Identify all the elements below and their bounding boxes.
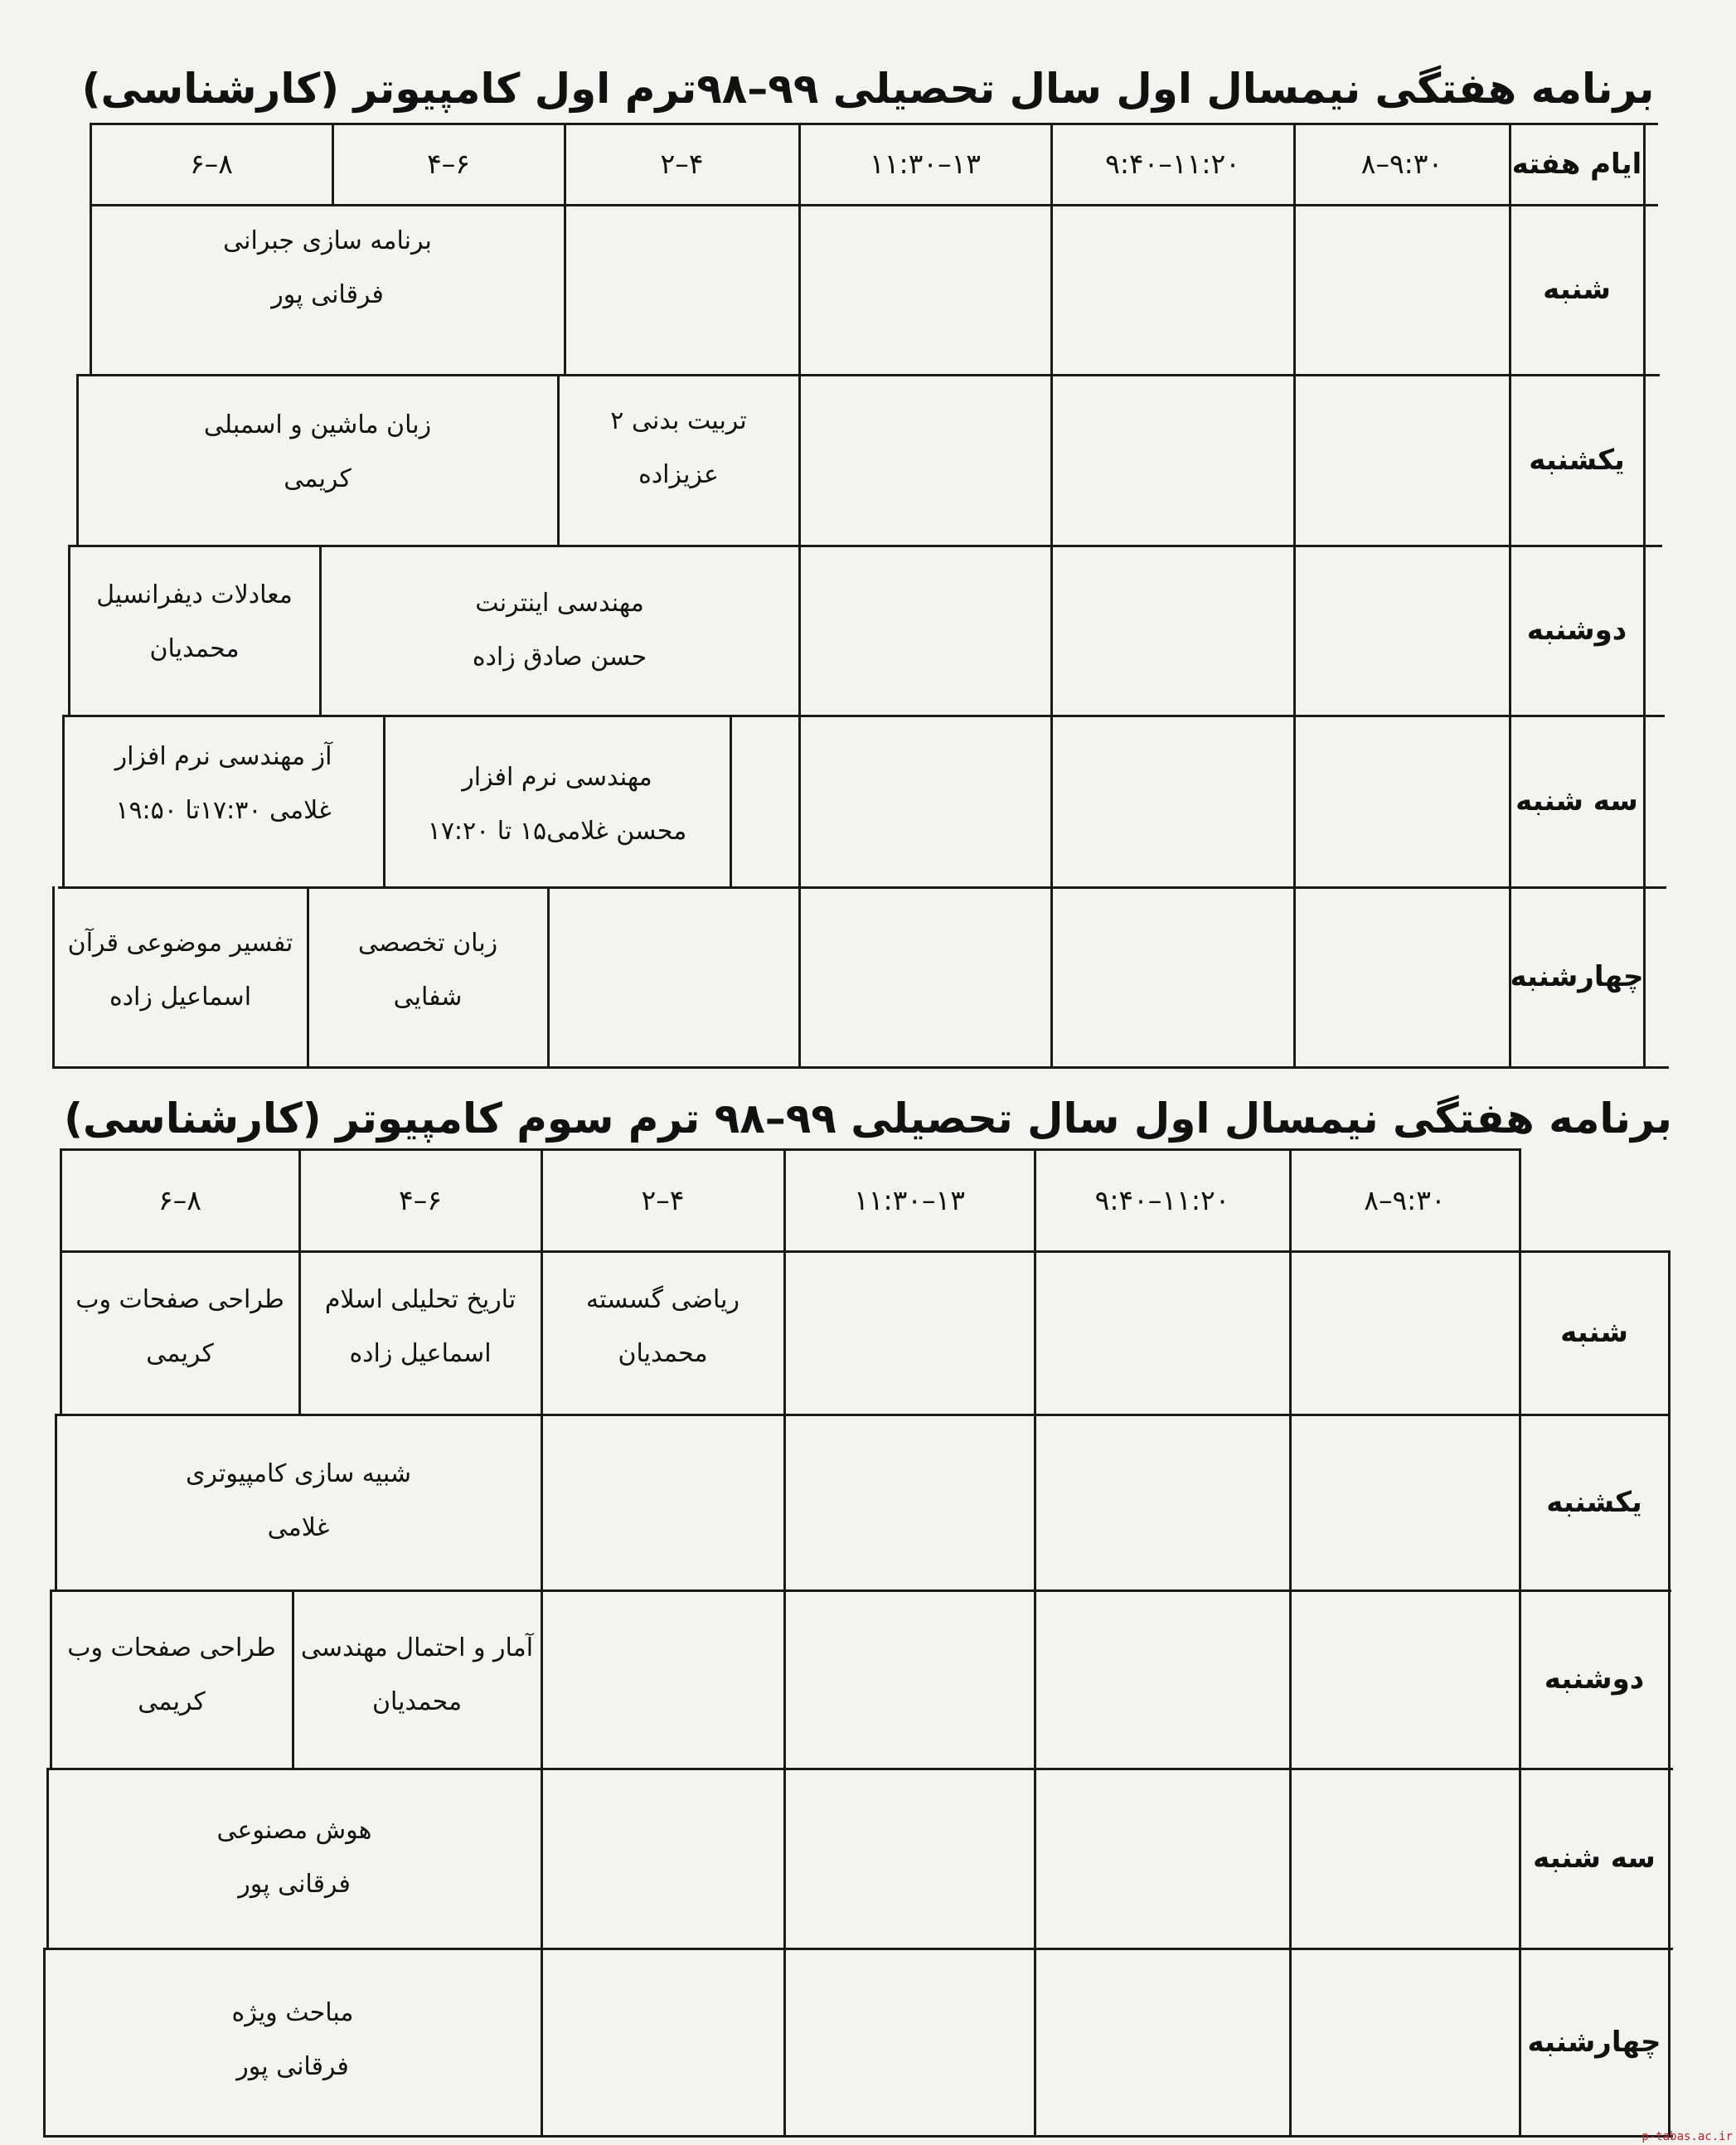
table2-class-tue-ai	[48, 1799, 541, 1915]
teacher-name: کریمی	[138, 1687, 206, 1716]
course-name: تفسیر موضوعی قرآن	[67, 928, 293, 958]
teacher-name: شفایی	[393, 983, 463, 1012]
table1-day-wednesday: چهارشنبه	[1510, 960, 1644, 994]
course-name: معادلات دیفرانسیل	[96, 580, 293, 609]
rule	[52, 1066, 1669, 1069]
table1-class-mon-net	[321, 572, 798, 688]
table1-day-sunday: یکشنبه	[1529, 443, 1625, 477]
table1-days-header: ایام هفته	[1511, 147, 1642, 181]
table2-slot-2: ۹:۴۰–۱۱:۲۰	[1094, 1183, 1230, 1216]
rule	[730, 715, 732, 886]
teacher-name: غلامی ۱۷:۳۰تا ۱۹:۵۰	[115, 796, 332, 825]
table2-class-wed-special	[45, 1982, 541, 2098]
table2-class-mon-stat	[293, 1621, 541, 1729]
rule	[1643, 123, 1646, 1066]
table1-class-tue-lab	[64, 721, 383, 846]
course-name: آز مهندسی نرم افزار	[114, 741, 332, 771]
rule	[48, 1768, 1673, 1770]
table1-slot-2: ۹:۴۰–۱۱:۲۰	[1105, 148, 1240, 181]
teacher-name: کریمی	[284, 464, 352, 493]
table1-slot-5: ۴–۶	[427, 148, 470, 181]
table2-slot-6: ۶–۸	[158, 1183, 201, 1216]
rule	[56, 1414, 1670, 1416]
rule	[547, 886, 550, 1066]
course-name: برنامه سازی جبرانی	[223, 226, 432, 255]
watermark-url: p-tabas.ac.ir	[1641, 2130, 1733, 2143]
rule	[51, 1589, 1671, 1592]
table2-slot-1: ۸–۹:۳۰	[1364, 1183, 1446, 1216]
teacher-name: اسماعیل زاده	[349, 1339, 492, 1368]
table1-class-sun-pe	[559, 377, 798, 518]
rule	[1668, 1250, 1671, 2135]
rule	[60, 1250, 1670, 1253]
table2-day-monday: دوشنبه	[1544, 1662, 1645, 1696]
teacher-name: محسن غلامی۱۵ تا ۱۷:۲۰	[427, 817, 687, 846]
table1-class-wed-quran	[54, 912, 307, 1028]
rule	[70, 545, 1662, 547]
rule	[1050, 123, 1053, 1066]
table1-slot-6: ۶–۸	[190, 148, 233, 181]
teacher-name: کریمی	[146, 1339, 214, 1368]
course-name: زبان تخصصی	[357, 928, 498, 958]
course-name: آمار و احتمال مهندسی	[300, 1633, 534, 1662]
rule	[65, 715, 1665, 717]
table2-class-sat-web	[61, 1273, 298, 1381]
table1-class-tue-se	[385, 742, 730, 866]
table2-day-saturday: شنبه	[1560, 1316, 1628, 1350]
table1-class-wed-eng	[308, 900, 547, 1041]
course-name: زبان ماشین و اسمبلی	[203, 410, 432, 439]
teacher-name: محمدیان	[371, 1687, 463, 1716]
table1-class-mon-de	[70, 564, 319, 680]
table1-slot-1: ۸–۹:۳۰	[1360, 148, 1443, 181]
course-name: تربیت بدنی ۲	[610, 405, 747, 435]
table2-slot-5: ۴–۶	[399, 1183, 442, 1216]
table1-slot-4: ۲–۴	[660, 148, 704, 181]
course-name: طراحی صفحات وب	[67, 1633, 276, 1662]
course-name: طراحی صفحات وب	[75, 1284, 284, 1314]
rule	[43, 2135, 1673, 2138]
teacher-name: محمدیان	[618, 1339, 708, 1368]
table1-class-sun-asm	[78, 390, 557, 514]
table2-slot-3: ۱۱:۳۰–۱۳	[854, 1183, 965, 1216]
table2-day-tuesday: سه شنبه	[1533, 1842, 1656, 1876]
rule	[1293, 123, 1296, 1066]
course-name: مباحث ویژه	[231, 1997, 354, 2027]
course-name: هوش مصنوعی	[216, 1815, 372, 1845]
rule	[46, 1948, 1673, 1950]
teacher-name: غلامی	[267, 1513, 330, 1542]
teacher-name: فرقانی پور	[236, 2052, 349, 2081]
course-name: شبیه سازی کامپیوتری	[185, 1458, 412, 1488]
table2-class-sat-math	[542, 1273, 783, 1381]
table2-day-sunday: یکشنبه	[1546, 1485, 1642, 1519]
course-name: مهندسی نرم افزار	[462, 762, 652, 792]
teacher-name: حسن صادق زاده	[472, 643, 647, 672]
teacher-name: محمدیان	[149, 634, 240, 663]
teacher-name: عزیزاده	[638, 460, 719, 489]
table1-day-monday: دوشنبه	[1526, 614, 1627, 648]
table1-title: برنامه هفتگی نیمسال اول سال تحصیلی ۹۹–۹۸ترم اول کامپیوتر (کارشناسی)	[81, 65, 1655, 113]
course-name: تاریخ تحلیلی اسلام	[324, 1284, 516, 1314]
table2-class-sun-sim	[56, 1443, 541, 1559]
course-name: مهندسی اینترنت	[475, 588, 644, 618]
rule	[1034, 1148, 1036, 2135]
table2-day-wednesday: چهارشنبه	[1527, 2025, 1661, 2059]
course-name: ریاضی گسسته	[586, 1284, 739, 1314]
table2-class-sat-hist	[300, 1273, 541, 1381]
teacher-name: فرقانی پور	[271, 280, 384, 309]
rule	[783, 1148, 786, 2135]
table1-class-sat	[91, 206, 564, 330]
table2-class-mon-web	[51, 1621, 292, 1729]
rule	[79, 374, 1660, 376]
rule	[58, 886, 1666, 889]
teacher-name: اسماعیل زاده	[109, 983, 252, 1012]
table1-day-tuesday: سه شنبه	[1515, 784, 1638, 818]
rule	[798, 123, 801, 1066]
teacher-name: فرقانی پور	[238, 1870, 351, 1899]
rule	[1289, 1148, 1292, 2135]
table1-slot-3: ۱۱:۳۰–۱۳	[870, 148, 981, 181]
table1-day-saturday: شنبه	[1543, 273, 1611, 307]
table2-title: برنامه هفتگی نیمسال اول سال تحصیلی ۹۹–۹۸ ترم سوم کامپیوتر (کارشناسی)	[64, 1094, 1672, 1143]
table2-slot-4: ۲–۴	[641, 1183, 685, 1216]
